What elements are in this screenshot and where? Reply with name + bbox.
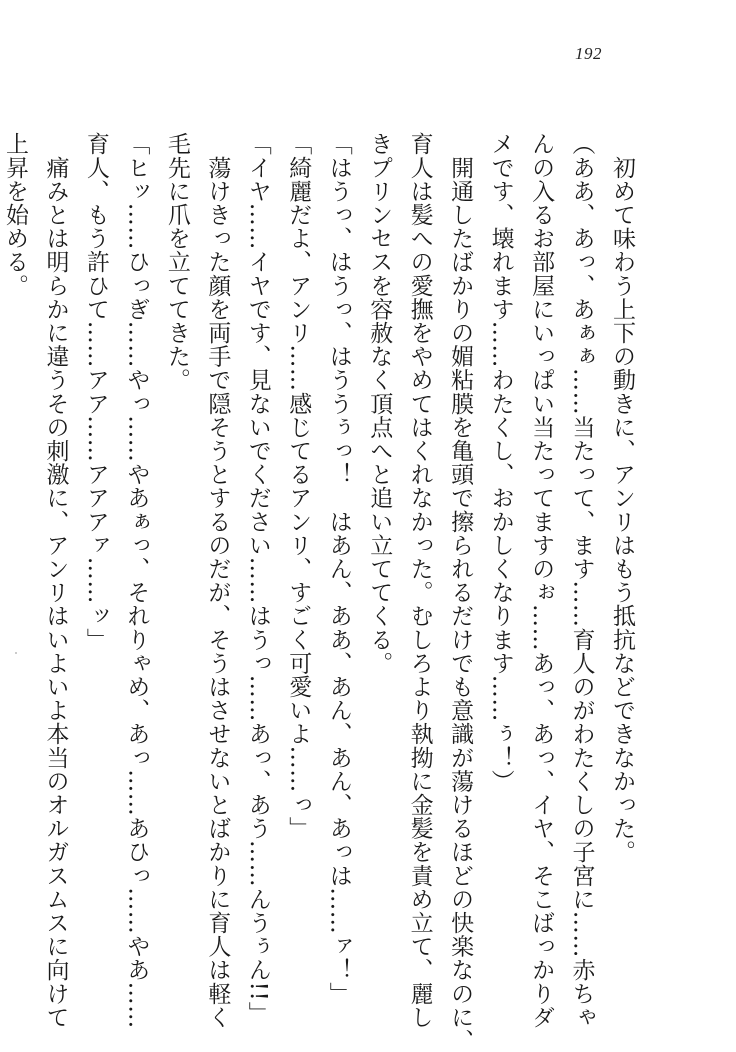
scan-speck — [15, 652, 17, 654]
text-line: 上昇を始める。 — [1, 132, 28, 298]
text-line: 「イヤ……イヤです、見ないでください……はうっ……あっ、あう……んうぅん!!」 — [244, 132, 271, 1025]
text-line: 「ヒッ……ひっぎ……やっ……やあぁっ、それりゃめ、あっ……あひっ……やあ…… — [123, 132, 150, 1029]
text-line: 開通したばかりの媚粘膜を亀頭で擦られるだけでも意識が蕩けるほどの快楽なのに、 — [447, 132, 474, 1052]
text-line: 毛先に爪を立ててきた。 — [163, 132, 190, 392]
text-line: 「はうっ、はうっ、はううぅっ！ はあん、ああ、あん、あん、あっは……ァ！」 — [325, 132, 352, 1006]
text-line: （ああ、あっ、あぁぁ……当たって、ます……育人のがわたくしの子宮に……赤ちゃ — [568, 132, 595, 1029]
page-number: 192 — [575, 44, 602, 63]
text-line: きプリンセスを容赦なく頂点へと追い立ててくる。 — [366, 132, 393, 675]
text-line: 育人は髪への愛撫をやめてはくれなかった。むしろより執拗に金髪を責め立て、麗し — [406, 132, 433, 1029]
text-line: 「綺麗だよ、アンリ……感じてるアンリ、すごく可愛いよ……っ」 — [285, 132, 312, 840]
text-line: 蕩けきった顔を両手で隠そうとするのだが、そうはさせないとばかりに育人は軽く — [204, 132, 231, 1029]
vertical-text-body — [1, 132, 642, 1052]
text-line: んの入るお部屋にいっぱい当たってますのぉ……あっ、あっ、イヤ、そこばっかりダ — [528, 132, 555, 1029]
text-line: メです、壊れます……わたくし、おかしくなります……ぅ！） — [487, 132, 514, 793]
text-line: 育人、もう許ひて……アア……アアアァ……ッ」 — [82, 132, 109, 652]
text-line: 初めて味わう上下の動きに、アンリはもう抵抗などできなかった。 — [609, 132, 635, 864]
text-line: 痛みとは明らかに違うその刺激に、アンリはいよいよ本当のオルガスムスに向けて — [42, 132, 69, 1029]
